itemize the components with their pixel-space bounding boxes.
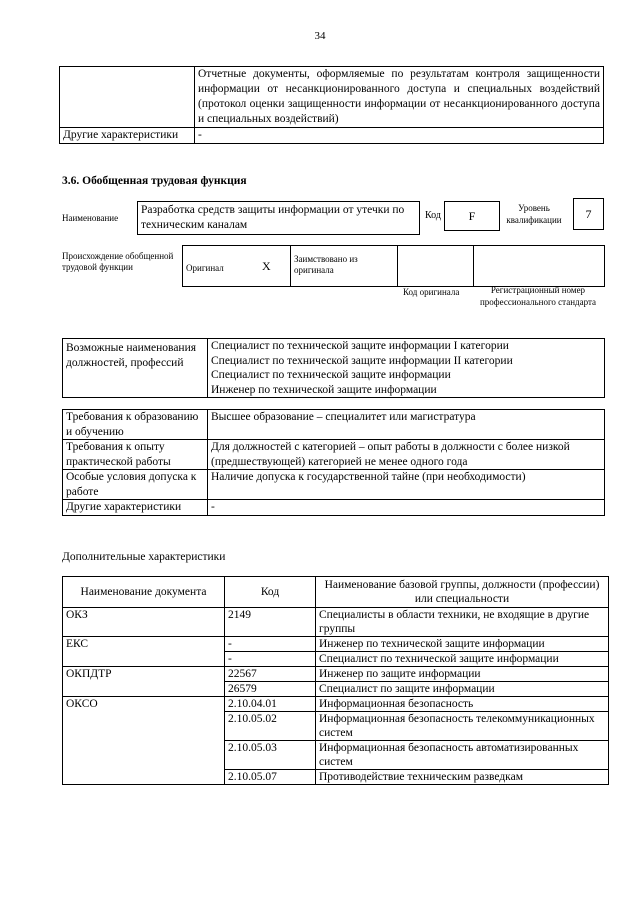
- req-label: Особые условия допуска к работе: [63, 470, 208, 500]
- name-cell: Инженер по технической защите информации: [316, 637, 609, 652]
- origin-label: Происхождение обобщенной трудовой функции: [62, 251, 174, 272]
- reg-number-label: Регистрационный номер профессионального стандарта: [479, 285, 597, 307]
- name-cell: Информационная безопасность телекоммуникационных систем: [316, 712, 609, 741]
- reports-cell: Отчетные документы, оформляемые по результатам контроля защищенности информации от несанкционированного доступа и специальных воздействий (протокол оценки защищенности информации от несанкционированного доступа и специальных воздействий): [195, 67, 604, 128]
- position-item: Инженер по технической защите информации: [211, 383, 437, 396]
- req-value: Для должностей с категорией – опыт работы в должности с более низкой (предшествующей) категорией не менее одного года: [208, 440, 605, 470]
- code-cell: 2.10.04.01: [225, 697, 316, 712]
- table-row: [63, 637, 609, 652]
- table-row: [63, 608, 609, 637]
- code-cell: 2.10.05.03: [225, 741, 316, 770]
- position-item: Специалист по технической защите информации: [211, 369, 451, 381]
- top-table: [59, 66, 604, 144]
- section-title: 3.6. Обобщенная трудовая функция: [62, 175, 247, 187]
- name-cell: Специалисты в области техники, не входящие в другие группы: [316, 608, 609, 637]
- name-cell: Инженер по защите информации: [316, 667, 609, 682]
- name-cell: Противодействие техническим разведкам: [316, 770, 609, 785]
- table-row: [63, 410, 605, 440]
- table-row: [60, 128, 604, 144]
- other-characteristics-value: -: [195, 128, 604, 144]
- original-label: Оригинал: [186, 263, 224, 273]
- doc-cell: ОКСО: [63, 697, 225, 785]
- extra-table: [62, 576, 609, 785]
- code-cell: -: [225, 637, 316, 652]
- borrowed-label: Заимствовано из оригинала: [294, 254, 358, 275]
- header-name: Наименование базовой группы, должности (профессии) или специальности: [316, 577, 609, 608]
- table-row: [63, 339, 605, 398]
- table-row: [63, 440, 605, 470]
- positions-list: [208, 339, 605, 398]
- doc-cell: ОКЗ: [63, 608, 225, 637]
- code-cell: 22567: [225, 667, 316, 682]
- divider: [397, 245, 398, 287]
- original-mark: X: [262, 259, 271, 273]
- req-label: Требования к образованию и обучению: [63, 410, 208, 440]
- code-original-label: Код оригинала: [403, 287, 460, 297]
- code-label: Код: [425, 210, 441, 221]
- other-characteristics-label: Другие характеристики: [60, 128, 195, 144]
- position-item: Специалист по технической защите информации II категории: [211, 354, 513, 367]
- function-name: Разработка средств защиты информации от утечки по техническим каналам: [137, 201, 420, 235]
- code-cell: 2149: [225, 608, 316, 637]
- code-cell: -: [225, 652, 316, 667]
- table-row: [60, 67, 604, 128]
- requirements-table: [62, 409, 605, 516]
- header-code: Код: [225, 577, 316, 608]
- table-row: [63, 500, 605, 516]
- table-row: [63, 470, 605, 500]
- name-cell: Информационная безопасность автоматизированных систем: [316, 741, 609, 770]
- name-cell: Специалист по защите информации: [316, 682, 609, 697]
- page-number: 34: [314, 30, 326, 42]
- req-label: Требования к опыту практической работы: [63, 440, 208, 470]
- level-label: Уровень квалификации: [506, 203, 562, 225]
- code-cell: 2.10.05.07: [225, 770, 316, 785]
- empty-cell: [60, 67, 195, 128]
- name-cell: Информационная безопасность: [316, 697, 609, 712]
- req-value: -: [208, 500, 605, 516]
- code-cell: 2.10.05.02: [225, 712, 316, 741]
- positions-label: Возможные наименования должностей, профессий: [63, 339, 208, 398]
- table-row: [63, 697, 609, 712]
- name-label: Наименование: [62, 213, 119, 223]
- extra-title: Дополнительные характеристики: [62, 551, 226, 563]
- divider: [290, 245, 291, 287]
- req-value: Высшее образование – специалитет или магистратура: [208, 410, 605, 440]
- name-cell: Специалист по технической защите информации: [316, 652, 609, 667]
- table-row: [63, 667, 609, 682]
- code-cell: 26579: [225, 682, 316, 697]
- table-header-row: [63, 577, 609, 608]
- function-code: F: [444, 201, 500, 231]
- qualification-level: 7: [573, 198, 604, 230]
- position-item: Специалист по технической защите информации I категории: [211, 340, 509, 352]
- req-value: Наличие допуска к государственной тайне (при необходимости): [208, 470, 605, 500]
- positions-table: [62, 338, 605, 398]
- doc-cell: ОКПДТР: [63, 667, 225, 697]
- header-doc: Наименование документа: [63, 577, 225, 608]
- req-label: Другие характеристики: [63, 500, 208, 516]
- divider: [473, 245, 474, 287]
- doc-cell: ЕКС: [63, 637, 225, 667]
